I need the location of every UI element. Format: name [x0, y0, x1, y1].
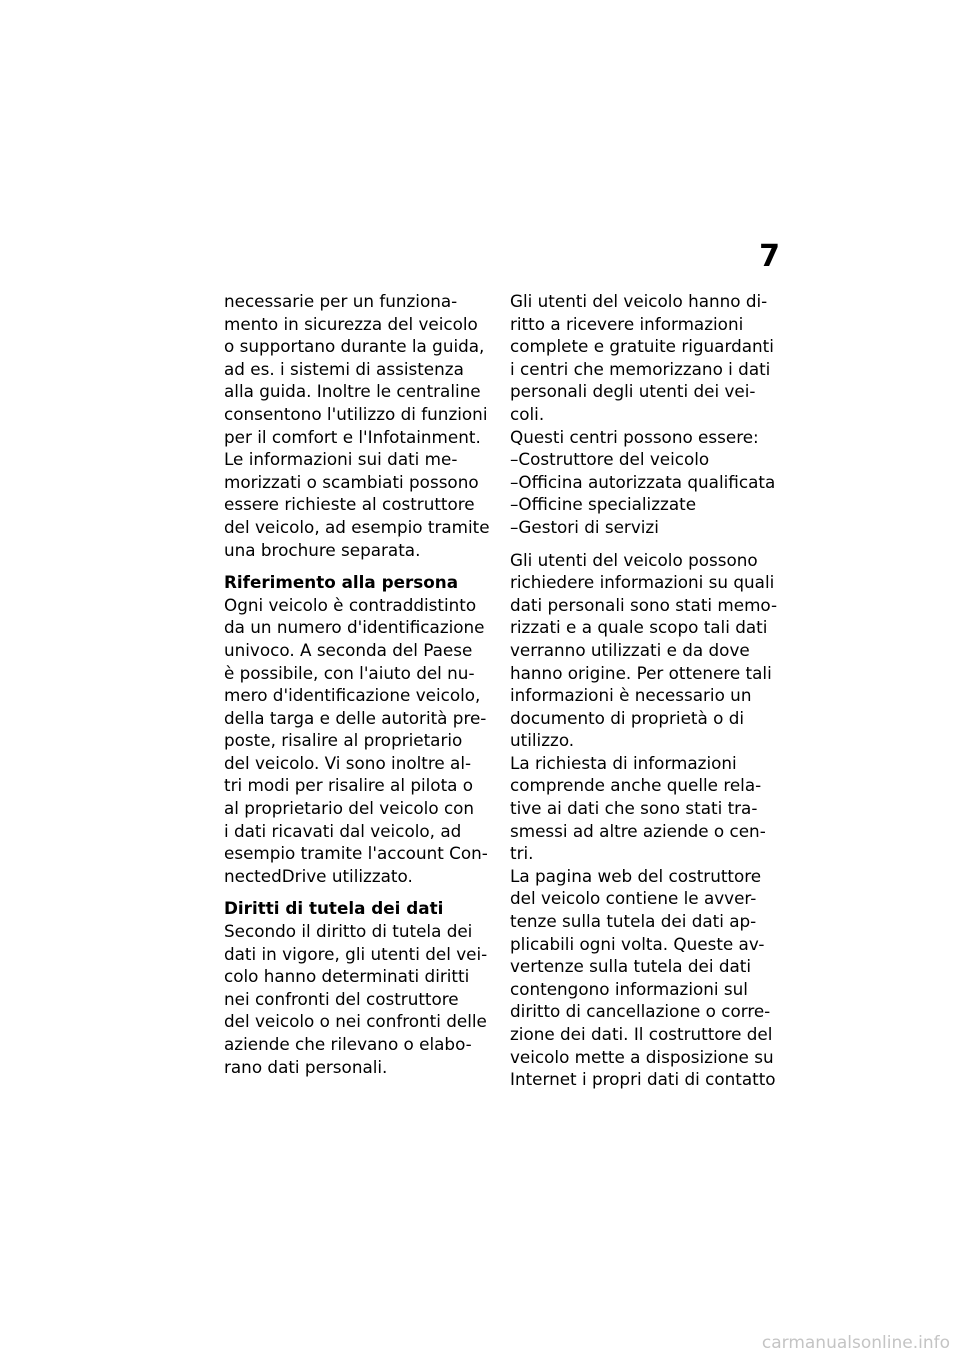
- text-line: –Gestori di servizi: [510, 516, 659, 537]
- text-line: Ogni veicolo è contraddistinto: [224, 594, 477, 615]
- text-line: del veicolo o nei confronti delle: [224, 1011, 487, 1032]
- text-line: complete e gratuite riguardanti: [510, 336, 774, 357]
- text-line: alla guida. Inoltre le centraline: [224, 381, 481, 402]
- text-line: veicolo mette a disposizione su: [510, 1046, 774, 1067]
- text-line: zione dei dati. Il costruttore del: [510, 1024, 773, 1044]
- text-line: plicabili ogni volta. Queste av-: [510, 933, 765, 954]
- text-line: –Officina autorizzata qualificata: [510, 471, 776, 492]
- text-line: dati in vigore, gli utenti del vei-: [224, 943, 488, 964]
- text-line: del veicolo, ad esempio tramite: [224, 516, 490, 537]
- text-line: rizzati e a quale scopo tali dati: [510, 617, 768, 638]
- text-line: informazioni è necessario un: [510, 685, 752, 706]
- text-line: essere richieste al costruttore: [224, 494, 475, 515]
- text-line: colo hanno determinati diritti: [224, 966, 470, 987]
- right-column: [510, 290, 778, 1091]
- text-line: contengono informazioni sul: [510, 978, 748, 999]
- section-heading-riferimento: Riferimento alla persona: [224, 572, 459, 593]
- text-line: utilizzo.: [510, 730, 575, 751]
- text-line: della targa e delle autorità pre-: [224, 707, 487, 728]
- text-line: dati personali sono stati memo-: [510, 594, 778, 615]
- text-line: Questi centri possono essere:: [510, 426, 759, 447]
- text-line: una brochure separata.: [224, 539, 421, 560]
- section-body-diritti: [224, 920, 488, 1078]
- text-line: Le informazioni sui dati me-: [224, 449, 458, 470]
- watermark: carmanualsonline.info: [761, 1333, 950, 1353]
- text-line: Gli utenti del veicolo hanno di-: [510, 291, 768, 311]
- text-line: consentono l'utilizzo di funzioni: [224, 403, 488, 424]
- text-line: nectedDrive utilizzato.: [224, 865, 413, 886]
- text-line: da un numero d'identificazione: [224, 617, 485, 638]
- text-line: poste, risalire al proprietario: [224, 730, 463, 751]
- text-line: per il comfort e l'Infotainment.: [224, 426, 481, 447]
- text-line: personali degli utenti dei vei-: [510, 381, 756, 402]
- text-line: i centri che memorizzano i dati: [510, 358, 771, 379]
- text-line: coli.: [510, 403, 545, 424]
- text-line: smessi ad altre aziende o cen-: [510, 820, 766, 841]
- text-line: tenze sulla tutela dei dati ap-: [510, 911, 757, 932]
- paragraph-information-centers: [510, 290, 774, 539]
- text-line: Internet i propri dati di contatto: [510, 1069, 776, 1090]
- text-line: aziende che rilevano o elabo-: [224, 1034, 472, 1054]
- section-heading-diritti: Diritti di tutela dei dati: [224, 898, 444, 919]
- paragraph-information-request: [510, 549, 778, 1091]
- intro-paragraph: [224, 290, 488, 561]
- text-line: univoco. A seconda del Paese: [224, 639, 473, 660]
- text-line: –Costruttore del veicolo: [510, 449, 710, 470]
- text-line: Secondo il diritto di tutela dei: [224, 921, 473, 942]
- text-line: diritto di cancellazione o corre-: [510, 1001, 771, 1022]
- text-line: nei confronti del costruttore: [224, 988, 459, 1009]
- text-line: esempio tramite l'account Con-: [224, 843, 488, 864]
- text-line: mero d'identificazione veicolo,: [224, 685, 481, 706]
- text-line: al proprietario del veicolo con: [224, 798, 475, 819]
- text-line: del veicolo contiene le avver-: [510, 888, 757, 909]
- text-line: comprende anche quelle rela-: [510, 775, 762, 796]
- text-line: necessarie per un funziona-: [224, 291, 458, 311]
- text-line: Gli utenti del veicolo possono: [510, 549, 758, 570]
- left-column: [224, 290, 488, 1078]
- section-body-riferimento: [224, 594, 488, 888]
- text-line: morizzati o scambiati possono: [224, 471, 479, 492]
- text-line: richiedere informazioni su quali: [510, 572, 775, 593]
- text-line: rano dati personali.: [224, 1056, 388, 1077]
- text-line: tri modi per risalire al pilota o: [224, 775, 474, 796]
- page-number: 7: [759, 239, 780, 274]
- text-line: La richiesta di informazioni: [510, 752, 737, 773]
- text-line: o supportano durante la guida,: [224, 336, 485, 357]
- text-line: verranno utilizzati e da dove: [510, 639, 750, 660]
- text-line: i dati ricavati dal veicolo, ad: [224, 820, 462, 841]
- text-line: documento di proprietà o di: [510, 707, 745, 728]
- text-line: vertenze sulla tutela dei dati: [510, 956, 752, 977]
- text-line: La pagina web del costruttore: [510, 865, 762, 886]
- text-line: ritto a ricevere informazioni: [510, 313, 744, 334]
- text-line: –Officine specializzate: [510, 494, 697, 515]
- text-line: ad es. i sistemi di assistenza: [224, 358, 464, 379]
- text-line: hanno origine. Per ottenere tali: [510, 662, 772, 683]
- text-line: tri.: [510, 843, 534, 864]
- text-line: del veicolo. Vi sono inoltre al-: [224, 752, 472, 773]
- text-line: è possibile, con l'aiuto del nu-: [224, 662, 475, 683]
- text-line: tive ai dati che sono stati tra-: [510, 798, 758, 819]
- text-line: mento in sicurezza del veicolo: [224, 313, 478, 334]
